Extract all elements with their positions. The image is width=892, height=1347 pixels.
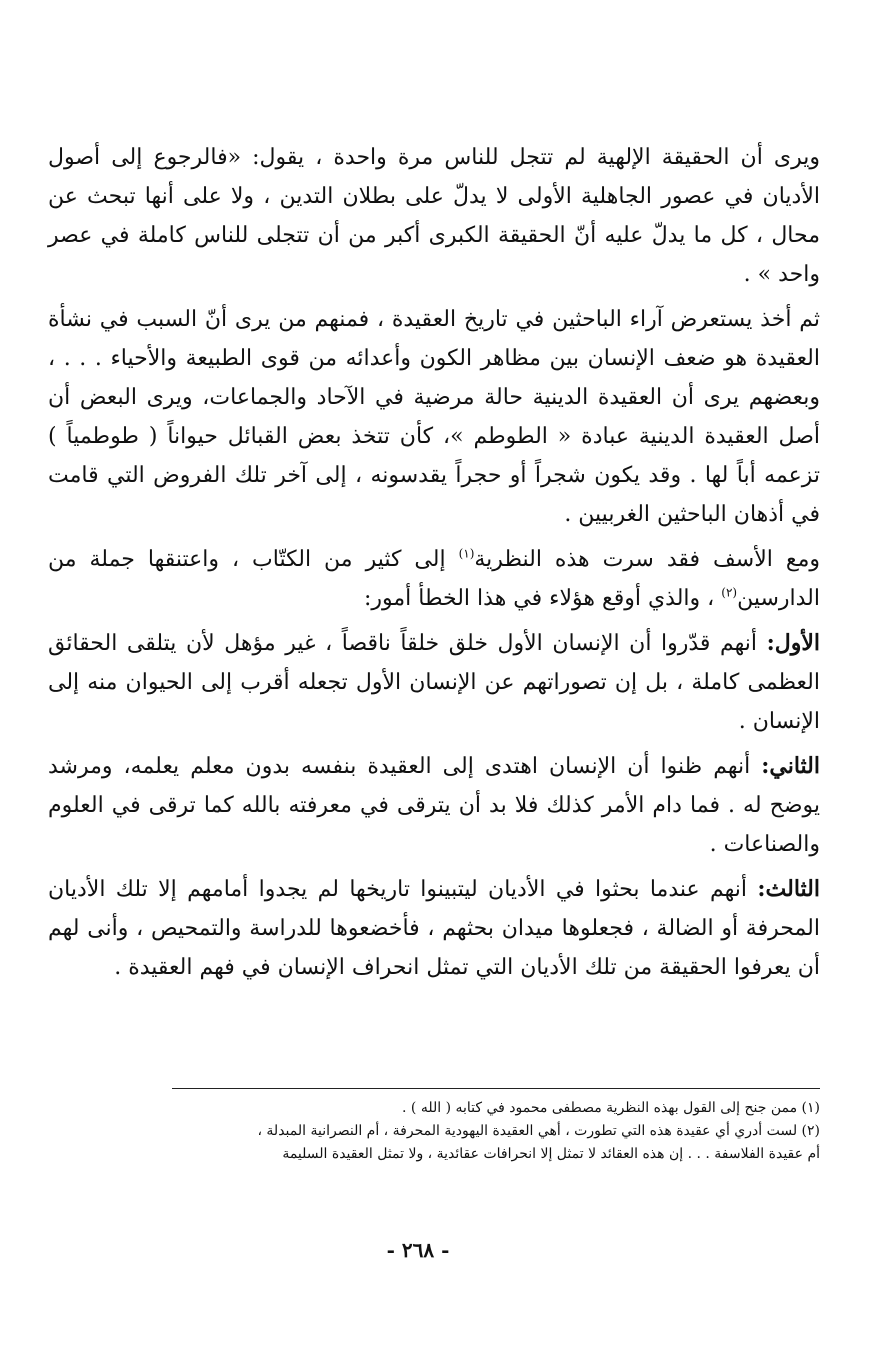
paragraph-5 bbox=[48, 747, 820, 864]
footnote-ref-2: (٢) bbox=[721, 585, 738, 600]
paragraph-1-text: ويرى أن الحقيقة الإلهية لم تتجل للناس مرة واحدة ، يقول: «فالرجوع إلى أصول الأديان في عصور الجاهلية الأولى لا يدلّ على بطلان التدين ، ولا على أنها تبحث عن محال ، كل ما يدلّ عليه أنّ الحقيقة الكبرى أكبر من أن تتجلى للناس كاملة في عصر واحد » . bbox=[48, 145, 820, 287]
paragraph-2-text: ثم أخذ يستعرض آراء الباحثين في تاريخ العقيدة ، فمنهم من يرى أنّ السبب في نشأة العقيدة هو ضعف الإنسان بين مظاهر الكون وأعدائه من قوى الطبيعة والأحياء . . . ، وبعضهم يرى أن العقيدة الدينية حالة مرضية في الآحاد والجماعات، ويرى البعض أن أصل العقيدة الدينية عبادة « الطوطم »، كأن تتخذ بعض القبائل حيواناً ( طوطمياً ) تزعمه أباً لها . وقد يكون شجراً أو حجراً يقدسونه ، إلى آخر تلك الفروض التي قامت في أذهان الباحثين الغربيين . bbox=[48, 307, 820, 527]
paragraph-6-lead: الثالث: bbox=[757, 876, 820, 902]
page-number: - ٢٦٨ - bbox=[386, 1238, 450, 1262]
footnote-2: (٢) لست أدري أي عقيدة هذه التي تطورت ، أهي العقيدة اليهودية المحرفة ، أم النصرانية المبدلة ، bbox=[257, 1123, 820, 1139]
paragraph-3-text-a: ومع الأسف فقد سرت هذه النظرية bbox=[474, 547, 820, 572]
main-text bbox=[48, 138, 820, 993]
paragraph-4-lead: الأول: bbox=[766, 630, 820, 656]
footnote-ref-1: (١) bbox=[458, 546, 475, 561]
paragraph-2 bbox=[48, 300, 820, 534]
footnote-divider bbox=[172, 1088, 820, 1089]
paragraph-5-lead: الثاني: bbox=[761, 753, 820, 779]
paragraph-3-text-c: ، والذي أوقع هؤلاء في هذا الخطأ أمور: bbox=[363, 586, 722, 611]
paragraph-3-text-b: إلى كثير من الكتّاب ، واعتنقها جملة من الدارسين bbox=[48, 547, 820, 611]
paragraph-1 bbox=[48, 138, 820, 294]
paragraph-4 bbox=[48, 624, 820, 741]
paragraph-4-text: أنهم قدّروا أن الإنسان الأول خلق خلقاً ناقصاً ، غير مؤهل لأن يتلقى الحقائق العظمى كاملة ، بل إن تصوراتهم عن الإنسان الأول تجعله أقرب إلى الحيوان منه إلى الإنسان . bbox=[48, 631, 820, 734]
footnote-1: (١) ممن جنح إلى القول بهذه النظرية مصطفى محمود في كتابه ( الله ) . bbox=[402, 1100, 820, 1116]
footnotes bbox=[160, 1097, 820, 1166]
paragraph-5-text: أنهم ظنوا أن الإنسان اهتدى إلى العقيدة بنفسه بدون معلم يعلمه، ومرشد يوضح له . فما دام الأمر كذلك فلا بد أن يترقى في معرفته بالله كما ترقى في العلوم والصناعات . bbox=[48, 754, 820, 857]
paragraph-6-text: أنهم عندما بحثوا في الأديان ليتبينوا تاريخها لم يجدوا أمامهم إلا تلك الأديان المحرفة أو الضالة ، فجعلوها ميدان بحثهم ، فأخضعوها للدراسة والتمحيص ، وأنى لهم أن يعرفوا الحقيقة من تلك الأديان التي تمثل انحراف الإنسان في فهم العقيدة . bbox=[48, 877, 820, 980]
footnote-2-continuation: أم عقيدة الفلاسفة . . . إن هذه العقائد لا تمثل إلا انحرافات عقائدية ، ولا تمثل العقيدة السليمة bbox=[282, 1146, 820, 1162]
paragraph-6 bbox=[48, 870, 820, 987]
paragraph-3 bbox=[48, 540, 820, 618]
